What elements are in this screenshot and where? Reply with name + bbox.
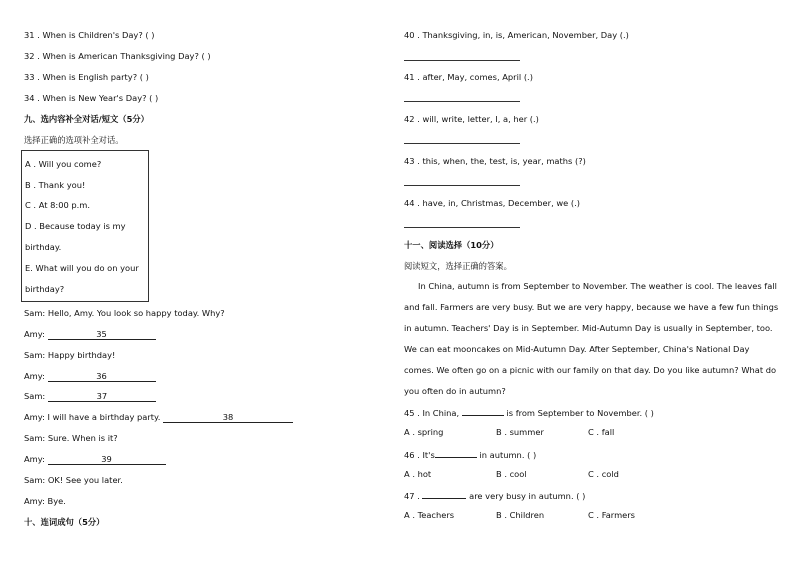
section-11-instruction: 阅读短文，选择正确的答案。: [404, 261, 512, 271]
option-c: C . At 8:00 p.m.: [25, 200, 91, 210]
dialogue-line-10: Amy: Bye.: [24, 496, 66, 506]
q47-option-b[interactable]: B . Children: [496, 510, 545, 520]
option-d: D . Because today is my: [25, 221, 126, 231]
question-32: 32 . When is American Thanksgiving Day? ( ): [24, 51, 211, 61]
blank-36[interactable]: 36: [48, 372, 156, 382]
sentence-40: 40 . Thanksgiving, in, is, American, November, Day (.): [404, 30, 629, 40]
dialogue-line-8: Amy: 39: [24, 454, 166, 465]
dialogue-line-2: Amy: 35: [24, 329, 156, 340]
blank-35[interactable]: 35: [48, 330, 156, 340]
dialogue-line-6: Amy: I will have a birthday party. 38: [24, 412, 293, 423]
section-11-title: 十一、阅读选择（10分）: [404, 240, 499, 250]
question-31: 31 . When is Children's Day? ( ): [24, 30, 155, 40]
passage-line-5: comes. We often go on a picnic with our family on that day. Do you like autumn? What do: [404, 365, 777, 375]
q46-option-c[interactable]: C . cold: [588, 469, 619, 479]
passage-line-2: and fall. Farmers are very busy. But we are very happy, because we have a few fun things: [404, 302, 779, 312]
sentence-44: 44 . have, in, Christmas, December, we (.): [404, 198, 580, 208]
q45-option-b[interactable]: B . summer: [496, 427, 544, 437]
section-9-title: 九、选内容补全对话/短文（5分）: [24, 114, 149, 124]
answer-line-42[interactable]: [404, 143, 520, 144]
q45-option-c[interactable]: C . fall: [588, 427, 615, 437]
dialogue-line-7: Sam: Sure. When is it?: [24, 433, 118, 443]
option-e: E. What will you do on your: [25, 263, 139, 273]
question-33: 33 . When is English party? ( ): [24, 72, 149, 82]
question-47: 47 . are very busy in autumn. ( ): [404, 491, 586, 501]
q46-option-a[interactable]: A . hot: [404, 469, 432, 479]
blank-45[interactable]: [462, 406, 504, 416]
section-10-title: 十、连词成句（5分）: [24, 517, 105, 527]
question-46: 46 . It's in autumn. ( ): [404, 450, 537, 460]
passage-line-4: We can eat mooncakes on Mid-Autumn Day. After September, China's National Day: [404, 344, 750, 354]
blank-39[interactable]: 39: [48, 455, 166, 465]
q47-option-c[interactable]: C . Farmers: [588, 510, 635, 520]
option-e-cont: birthday?: [25, 284, 65, 294]
dialogue-line-9: Sam: OK! See you later.: [24, 475, 123, 485]
dialogue-line-3: Sam: Happy birthday!: [24, 350, 116, 360]
answer-line-40[interactable]: [404, 60, 520, 61]
question-34: 34 . When is New Year's Day? ( ): [24, 93, 159, 103]
passage-line-6: you often do in autumn?: [404, 386, 506, 396]
dialogue-line-1: Sam: Hello, Amy. You look so happy today. Why?: [24, 308, 225, 318]
q45-option-a[interactable]: A . spring: [404, 427, 444, 437]
answer-line-44[interactable]: [404, 227, 520, 228]
option-d-cont: birthday.: [25, 242, 62, 252]
dialogue-line-4: Amy: 36: [24, 371, 156, 382]
blank-46[interactable]: [435, 448, 477, 458]
answer-line-43[interactable]: [404, 185, 520, 186]
sentence-41: 41 . after, May, comes, April (.): [404, 72, 533, 82]
option-b: B . Thank you!: [25, 180, 86, 190]
option-a: A . Will you come?: [25, 159, 102, 169]
passage-line-3: in autumn. Teachers' Day is in September. Mid-Autumn Day is usually in September, too.: [404, 323, 773, 333]
question-45: 45 . In China, is from September to November. ( ): [404, 408, 654, 418]
dialogue-line-5: Sam: 37: [24, 391, 156, 402]
blank-38[interactable]: 38: [163, 413, 293, 423]
q46-option-b[interactable]: B . cool: [496, 469, 527, 479]
blank-47[interactable]: [422, 489, 466, 499]
sentence-42: 42 . will, write, letter, I, a, her (.): [404, 114, 539, 124]
blank-37[interactable]: 37: [48, 392, 156, 402]
sentence-43: 43 . this, when, the, test, is, year, maths (?): [404, 156, 586, 166]
section-9-instruction: 选择正确的选项补全对话。: [24, 135, 124, 145]
q47-option-a[interactable]: A . Teachers: [404, 510, 455, 520]
answer-line-41[interactable]: [404, 101, 520, 102]
passage-line-1: In China, autumn is from September to November. The weather is cool. The leaves fall: [418, 281, 777, 291]
